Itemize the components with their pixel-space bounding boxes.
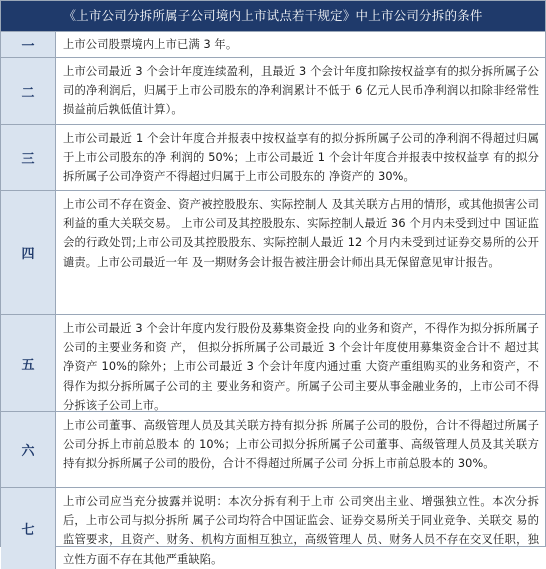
row-text: 上市公司最近 1 个会计年度合并报表中按权益享有的拟分拆所属子公司的净利润不得超过归属于上市公司股东的净 利润的 50%；上市公司最近 1 个会计年度合并报表中按权益享 有的拟分拆所属子公司净资产不得超过归属于上市公司股东的 净资产的 30%。 xyxy=(63,132,539,184)
table-row xyxy=(1,411,545,487)
row-text: 上市公司不存在资金、资产被控股股东、实际控制人 及其关联方占用的情形，或其他损害公司利益的重大关联交易。 上市公司及其控股股东、实际控制人最近 36 个月内未受到过中 国证监会的行政处罚;上市公司及其控股股东、实际控制人最近 12 个月内未受到过证券交易所的公开谴责。上市公司最近一年 及一期财务会计报告被注册会计师出具无保留意见审计报告。 xyxy=(63,198,539,269)
row-number: 二 xyxy=(1,58,56,124)
table-row xyxy=(1,124,545,190)
row-number: 七 xyxy=(1,488,56,569)
row-number: 一 xyxy=(1,32,56,57)
row-number: 四 xyxy=(1,191,56,314)
row-number: 三 xyxy=(1,125,56,190)
table-row xyxy=(1,190,545,314)
row-text: 上市公司应当充分披露并说明：本次分拆有利于上市 公司突出主业、增强独立性。本次分拆后，上市公司与拟分拆所 属子公司均符合中国证监会、证券交易所关于同业竞争、关联交 易的监管要求，且资产、财务、机构方面相互独立，高级管理人 员、财务人员不存在交叉任职，独立性方面不存在其他严重缺陷。 xyxy=(63,495,539,566)
table-row xyxy=(1,31,545,57)
table-row xyxy=(1,57,545,124)
row-text: 上市公司最近 3 个会计年度连续盈利，且最近 3 个会计年度扣除按权益享有的拟分拆所属子公司的净利润后，归属于上市公司股东的净利润累计不低于 6 亿元人民币净利润以扣除非经常性损益前后孰低值计算）。 xyxy=(63,65,539,117)
row-number: 五 xyxy=(1,315,56,411)
table-title: 《上市公司分拆所属子公司境内上市试点若干规定》中上市公司分拆的条件 xyxy=(1,1,545,31)
table-row xyxy=(1,314,545,411)
table-row xyxy=(1,487,545,569)
row-number: 六 xyxy=(1,412,56,487)
row-text: 上市公司股票境内上市已满 3 年。 xyxy=(63,38,238,51)
row-text: 上市公司最近 3 个会计年度内发行股份及募集资金投 向的业务和资产，不得作为拟分拆所属子公司的主要业务和资 产， 但拟分拆所属子公司最近 3 个会计年度使用募集资金合计不 超过其净资产 10%的除外；上市公司最近 3 个会计年度内通过重 大资产重组购买的业务和资产，不得作为拟分拆所属子公司的主 要业务和资产。所属子公司主要从事金融业务的，上市公司不得 分拆该子公司上市。 xyxy=(63,322,539,411)
row-text: 上市公司董事、高级管理人员及其关联方持有拟分拆 所属子公司的股份，合计不得超过所属子公司分拆上市前总股本 的 10%；上市公司拟分拆所属子公司董事、高级管理人员及其关联方持有拟分拆所属子公司的股份，合计不得超过所属子公司 分拆上市前总股本的 30%。 xyxy=(63,419,539,471)
